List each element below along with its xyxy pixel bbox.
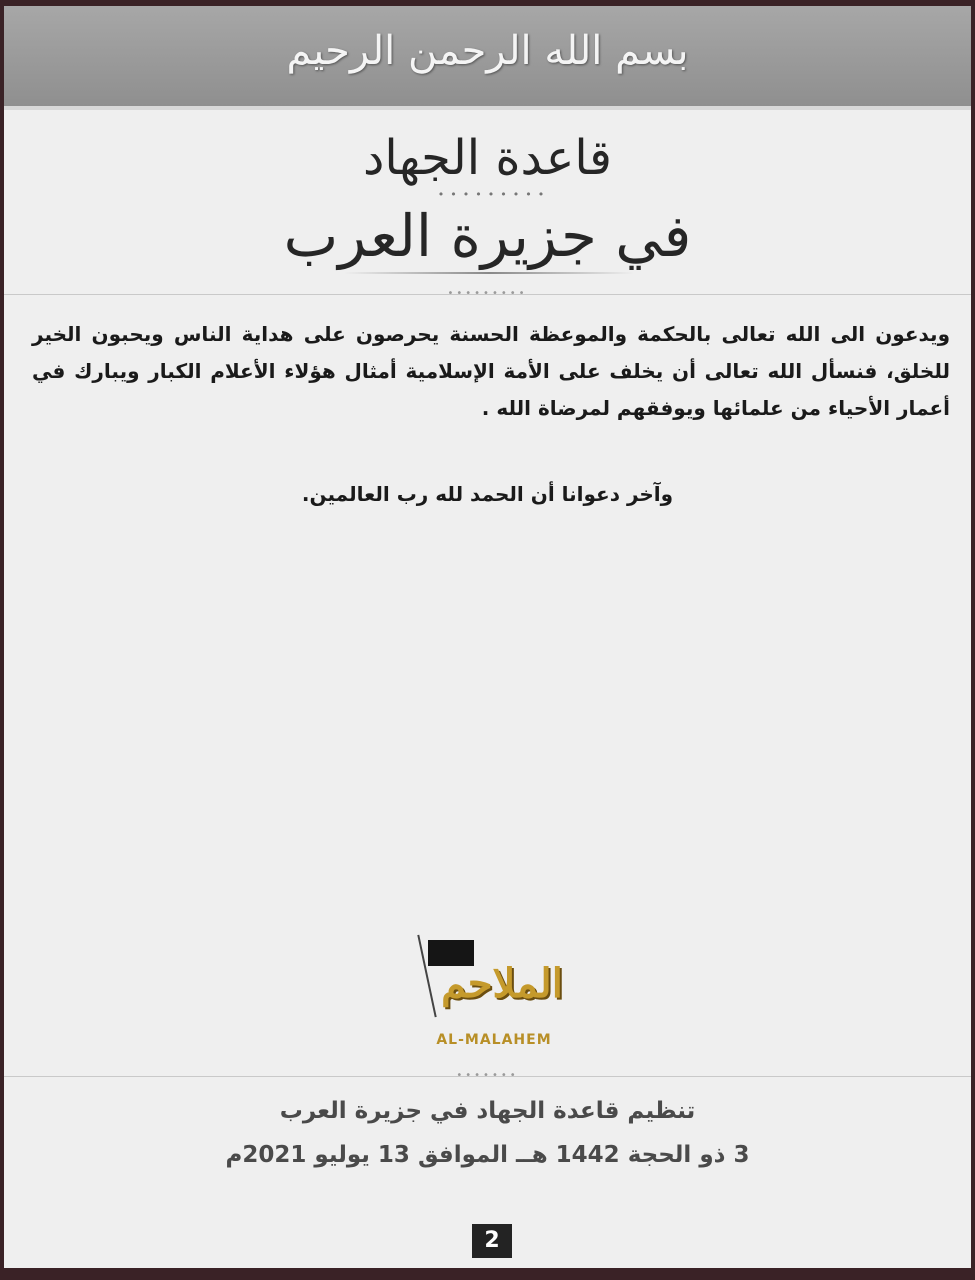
header-divider-dots: ••••••••• xyxy=(447,288,528,299)
bismillah-calligraphy: بسم الله الرحمن الرحيم xyxy=(286,28,689,74)
body-paragraph: ويدعون الى الله تعالى بالحكمة والموعظة الحسنة يحرصون على هداية الناس ويحبون الخير للخلق، فنسأل الله تعالى أن يخلف على الأمة الإسلامية أمثال هؤلاء الأعلام الكبار ويبارك في أعمار الأحياء من علمائها ويوفقهم لمرضاة الله . xyxy=(32,322,950,420)
logo-arabic-text: الملاحم xyxy=(441,960,563,1007)
masthead-underline xyxy=(344,272,634,274)
logo-english-text: AL-MALAHEM xyxy=(436,1032,552,1048)
footer-divider-dots: ••••••• xyxy=(456,1070,519,1081)
page-number-badge: 2 xyxy=(472,1224,512,1258)
bottom-bar xyxy=(4,1268,971,1274)
masthead-line-2: في جزيرة العرب xyxy=(283,202,692,270)
masthead-ornament: ••••••••• xyxy=(437,188,551,201)
publication-date: 3 ذو الحجة 1442 هــ الموافق 13 يوليو 2021م xyxy=(225,1142,750,1168)
closing-line: وآخر دعوانا أن الحمد لله رب العالمين. xyxy=(301,482,674,506)
document-page xyxy=(4,6,971,1274)
top-banner xyxy=(4,6,971,110)
organization-name: تنظيم قاعدة الجهاد في جزيرة العرب xyxy=(279,1098,696,1124)
al-malahem-logo xyxy=(414,932,574,1052)
masthead-line-1: قاعدة الجهاد xyxy=(363,130,612,186)
